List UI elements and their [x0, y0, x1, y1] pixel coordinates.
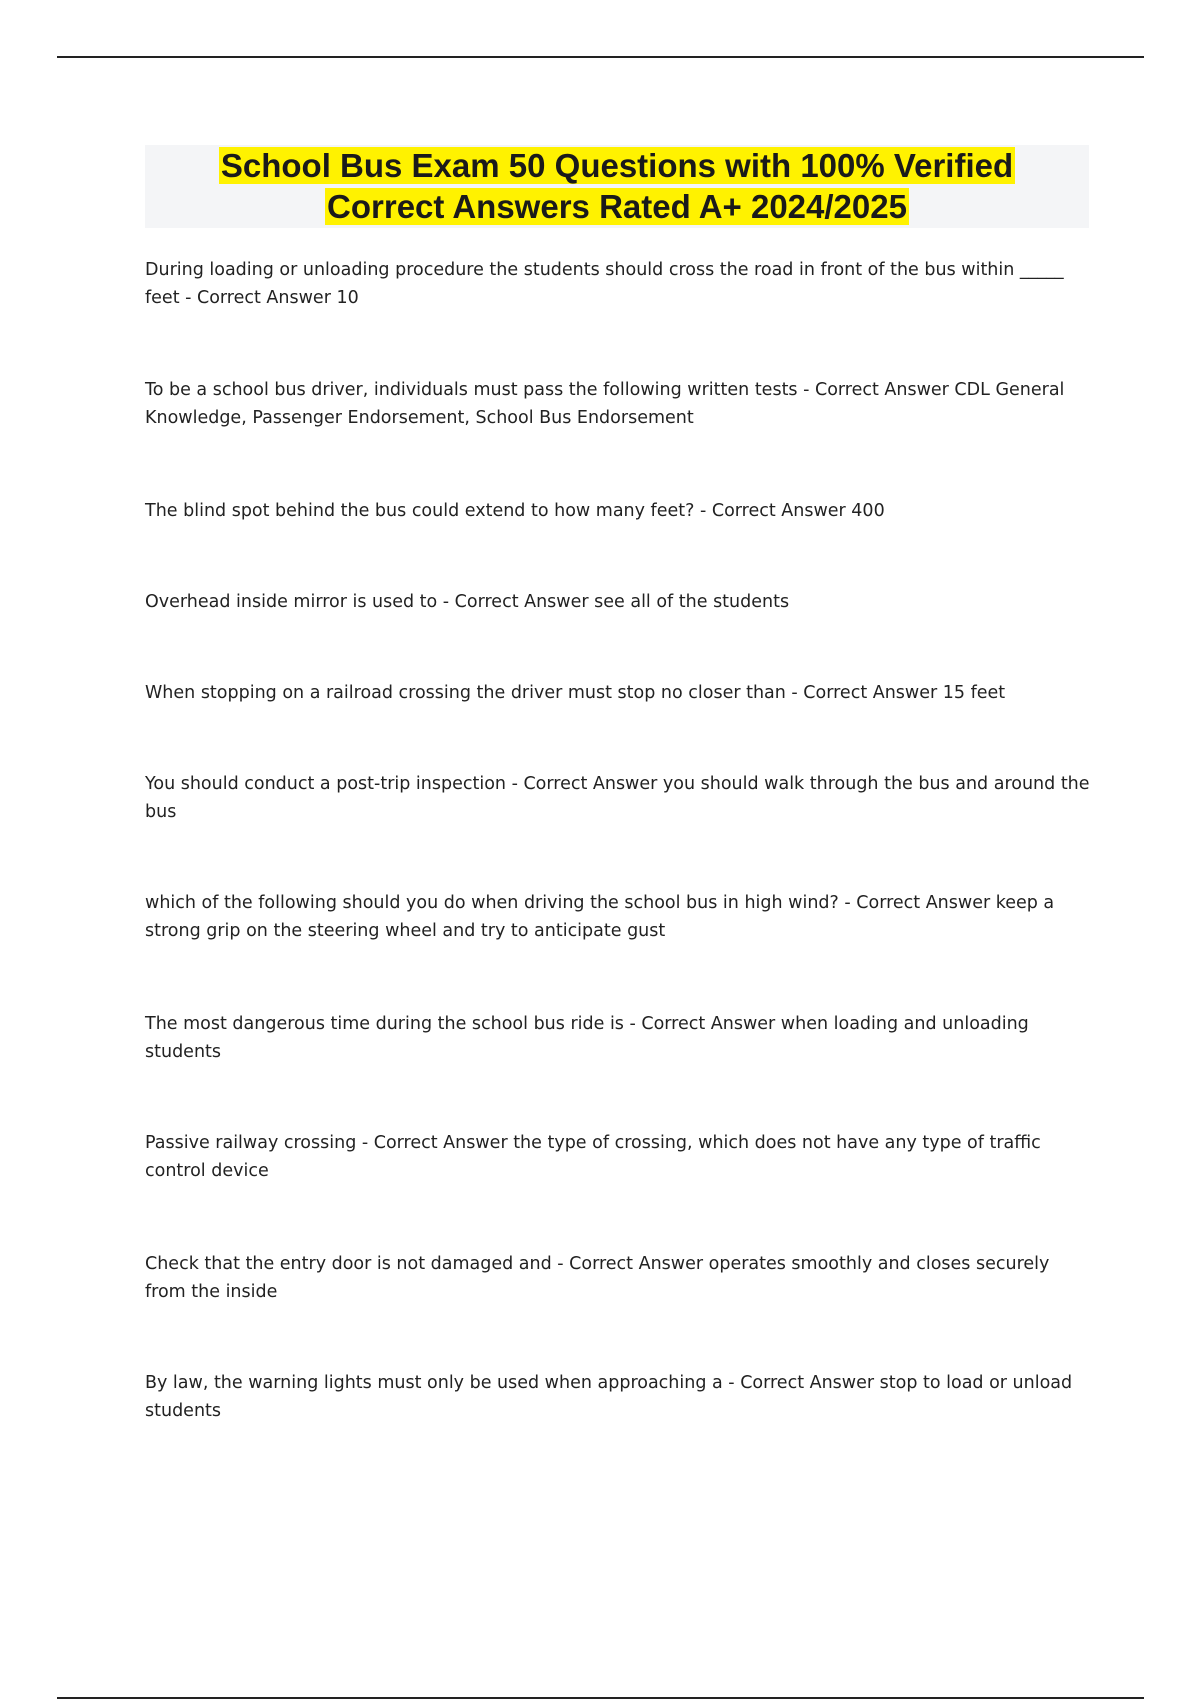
qa-item-8: The most dangerous time during the school bus ride is - Correct Answer when loading and unloading students — [145, 1014, 1029, 1062]
title-line-1: School Bus Exam 50 Questions with 100% Verified — [220, 147, 1014, 184]
title-line-2: Correct Answers Rated A+ 2024/2025 — [327, 188, 907, 225]
qa-item-7: which of the following should you do when driving the school bus in high wind? - Correct Answer keep a strong grip on the steering wheel and try to anticipate gust — [145, 893, 1055, 941]
document-title — [145, 145, 1089, 228]
qa-item-1: During loading or unloading procedure the students should cross the road in front of the bus within _____ feet - Correct Answer 10 — [145, 260, 1064, 308]
qa-item-4: Overhead inside mirror is used to - Correct Answer see all of the students — [145, 592, 790, 612]
qa-item-11: By law, the warning lights must only be used when approaching a - Correct Answer stop to load or unload students — [145, 1373, 1073, 1421]
top-rule — [57, 56, 1144, 58]
qa-item-6: You should conduct a post-trip inspection - Correct Answer you should walk through the bus and around the bus — [145, 774, 1090, 822]
qa-item-5: When stopping on a railroad crossing the driver must stop no closer than - Correct Answer 15 feet — [145, 683, 1006, 703]
qa-item-9: Passive railway crossing - Correct Answer the type of crossing, which does not have any type of traffic control device — [145, 1133, 1041, 1181]
qa-item-3: The blind spot behind the bus could extend to how many feet? - Correct Answer 400 — [145, 501, 885, 521]
qa-item-2: To be a school bus driver, individuals must pass the following written tests - Correct Answer CDL General Knowledge, Passenger Endorsement, School Bus Endorsement — [145, 380, 1065, 428]
qa-item-10: Check that the entry door is not damaged and - Correct Answer operates smoothly and closes securely from the inside — [145, 1254, 1050, 1302]
bottom-rule — [57, 1697, 1144, 1699]
